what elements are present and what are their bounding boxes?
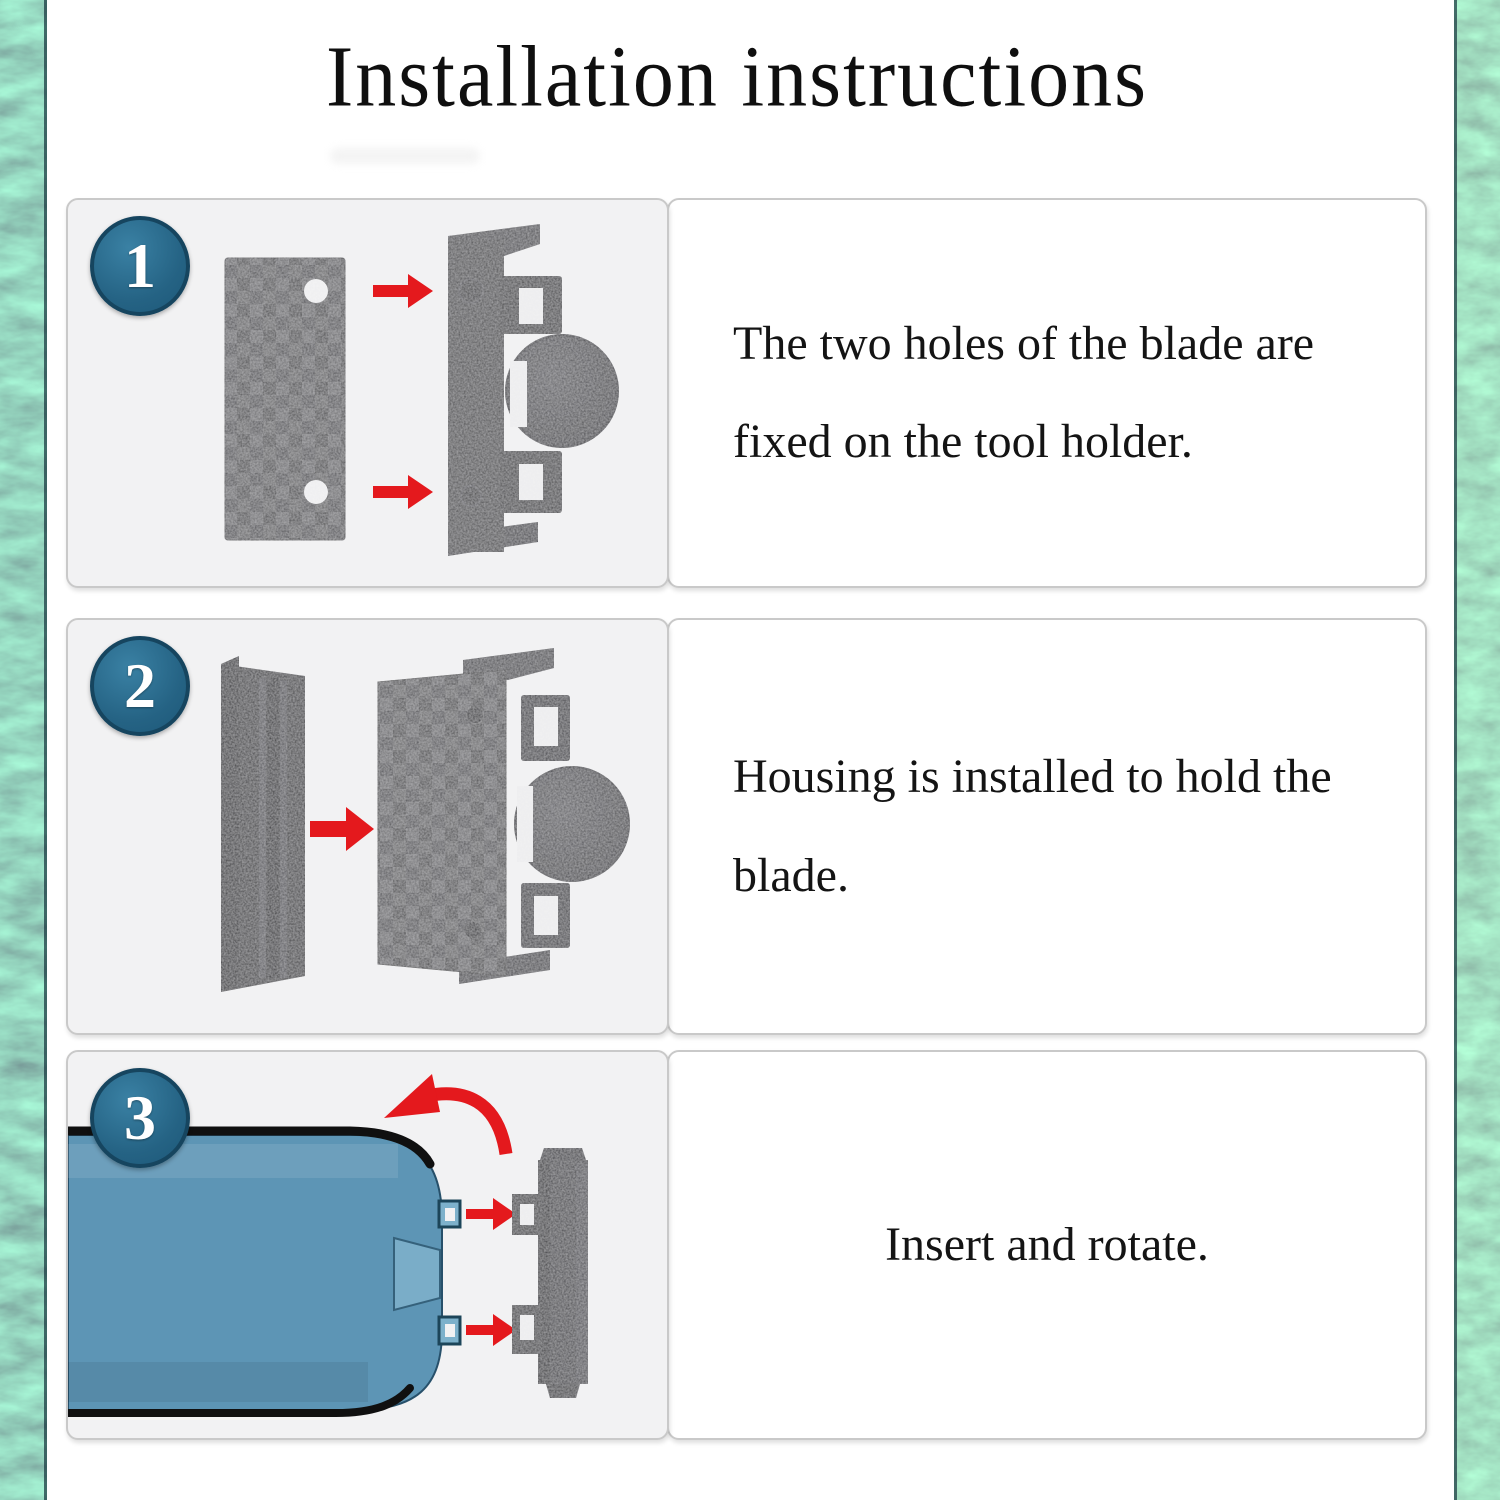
tool-holder xyxy=(448,224,618,556)
leaf-border-left-edge xyxy=(44,0,47,1500)
blade-hole-top xyxy=(304,279,328,303)
tool-body-recess xyxy=(394,1238,440,1310)
leaf-border-left xyxy=(0,0,47,1500)
step-2-instruction: Housing is installed to hold the blade. xyxy=(733,750,1332,902)
holder-pin-top xyxy=(459,279,483,303)
step-1-illustration-panel xyxy=(66,198,669,588)
step-1-instruction: The two holes of the blade are fixed on the tool holder. xyxy=(733,316,1315,468)
step-1-number-badge xyxy=(90,216,190,316)
carbon-blade xyxy=(225,258,345,540)
faint-smudge xyxy=(330,148,480,164)
holder-side-view xyxy=(512,1148,588,1398)
blade-on-holder xyxy=(378,648,629,984)
step-1-number: 1 xyxy=(124,230,156,301)
leaf-border-right-texture xyxy=(1454,0,1500,1500)
tool-body-hook-top xyxy=(439,1201,460,1227)
leaf-border-right-edge xyxy=(1454,0,1457,1500)
step-2-text-panel xyxy=(667,618,1427,1035)
holder-middle-slot xyxy=(517,786,533,862)
tool-body-hook-bottom xyxy=(439,1317,460,1344)
step-2-number-badge xyxy=(90,636,190,736)
arrow-right-icon xyxy=(373,274,433,308)
leaf-border-left-texture xyxy=(0,0,47,1500)
step-3-illustration-panel xyxy=(66,1050,669,1440)
step-1-row xyxy=(66,198,1427,588)
blue-tool-body xyxy=(68,1131,460,1413)
leaf-border-right xyxy=(1454,0,1500,1500)
blade-screw-bottom xyxy=(465,922,481,938)
step-2-illustration-panel xyxy=(66,618,669,1035)
page-title: Installation instructions xyxy=(325,28,1149,125)
arrow-right-icon xyxy=(310,807,374,851)
step-3-row xyxy=(66,1050,1427,1440)
arrow-right-icon xyxy=(466,1198,516,1230)
step-3-instruction: Insert and rotate. xyxy=(885,1217,1209,1271)
step-2-row xyxy=(66,618,1427,1035)
arrow-right-icon xyxy=(466,1314,516,1346)
step-3-text-panel xyxy=(667,1050,1427,1440)
step-1-text-panel xyxy=(667,198,1427,588)
step-3-number: 3 xyxy=(124,1082,156,1153)
carbon-blade-mounted xyxy=(378,670,506,976)
holder-middle-slot xyxy=(510,361,527,427)
step-3-number-badge xyxy=(90,1068,190,1168)
arrow-right-icon xyxy=(373,475,433,509)
blade-screw-top xyxy=(467,707,483,723)
holder-pin-bottom xyxy=(461,486,481,506)
blade-hole-bottom xyxy=(304,480,328,504)
step-2-number: 2 xyxy=(124,650,156,721)
housing-bar xyxy=(221,656,305,992)
